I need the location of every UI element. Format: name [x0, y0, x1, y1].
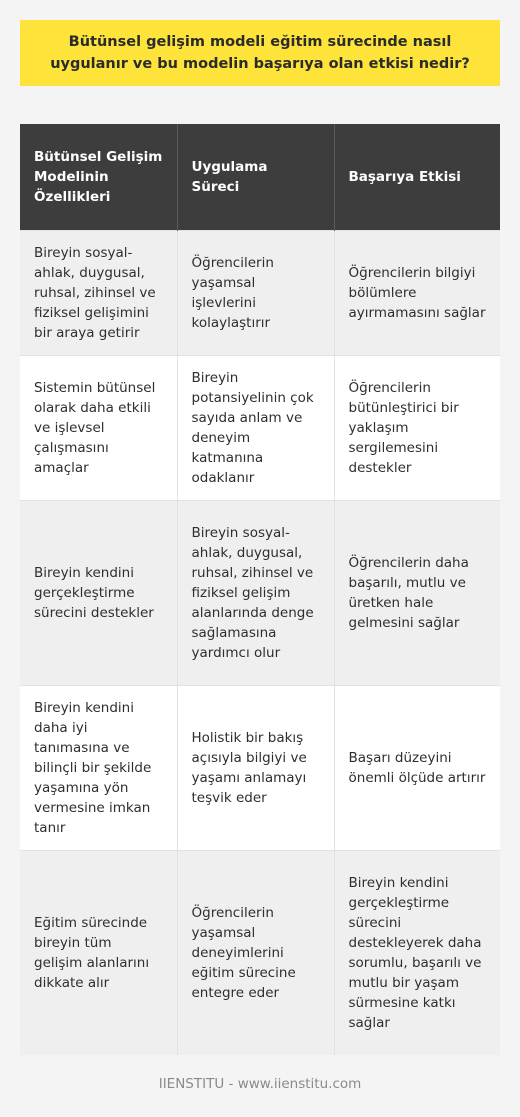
table-row [20, 850, 500, 1055]
table-cell: Bireyin kendini gerçekleştirme sürecini destekleyerek daha sorumlu, başarılı ve mutlu bir yaşam sürmesine katkı sağlar [334, 850, 500, 1055]
table-cell: Öğrencilerin yaşamsal deneyimlerini eğitim sürecine entegre eder [177, 850, 334, 1055]
table-cell: Bireyin kendini daha iyi tanımasına ve bilinçli bir şekilde yaşamına yön vermesine imkan tanır [20, 685, 177, 850]
table-row [20, 500, 500, 685]
table-row [20, 230, 500, 355]
table-row [20, 355, 500, 500]
table-cell: Bireyin sosyal-ahlak, duygusal, ruhsal, zihinsel ve fiziksel gelişimini bir araya getirir [20, 230, 177, 355]
comparison-table [20, 124, 500, 1055]
table-cell: Öğrencilerin bilgiyi bölümlere ayırmamasını sağlar [334, 230, 500, 355]
table-cell: Bireyin sosyal-ahlak, duygusal, ruhsal, zihinsel ve fiziksel gelişim alanlarında denge sağlamasına yardımcı olur [177, 500, 334, 685]
table-cell: Bireyin potansiyelinin çok sayıda anlam ve deneyim katmanına odaklanır [177, 355, 334, 500]
table-cell: Bireyin kendini gerçekleştirme sürecini destekler [20, 500, 177, 685]
column-header-process: Uygulama Süreci [177, 124, 334, 230]
table-cell: Holistik bir bakış açısıyla bilgiyi ve yaşamı anlamayı teşvik eder [177, 685, 334, 850]
table-cell: Başarı düzeyini önemli ölçüde artırır [334, 685, 500, 850]
table-cell: Öğrencilerin yaşamsal işlevlerini kolaylaştırır [177, 230, 334, 355]
table-cell: Öğrencilerin bütünleştirici bir yaklaşım sergilemesini destekler [334, 355, 500, 500]
column-header-features: Bütünsel Gelişim Modelinin Özellikleri [20, 124, 177, 230]
page-title: Bütünsel gelişim modeli eğitim sürecinde nasıl uygulanır ve bu modelin başarıya olan etkisi nedir? [50, 34, 470, 72]
table-header-row [20, 124, 500, 230]
table-row [20, 685, 500, 850]
table-cell: Sistemin bütünsel olarak daha etkili ve işlevsel çalışmasını amaçlar [20, 355, 177, 500]
table-cell: Eğitim sürecinde bireyin tüm gelişim alanlarını dikkate alır [20, 850, 177, 1055]
footer-credit: IIENSTITU - www.iienstitu.com [158, 1076, 362, 1092]
table-cell: Öğrencilerin daha başarılı, mutlu ve üretken hale gelmesini sağlar [334, 500, 500, 685]
title-banner [20, 20, 500, 86]
column-header-effect: Başarıya Etkisi [334, 124, 500, 230]
